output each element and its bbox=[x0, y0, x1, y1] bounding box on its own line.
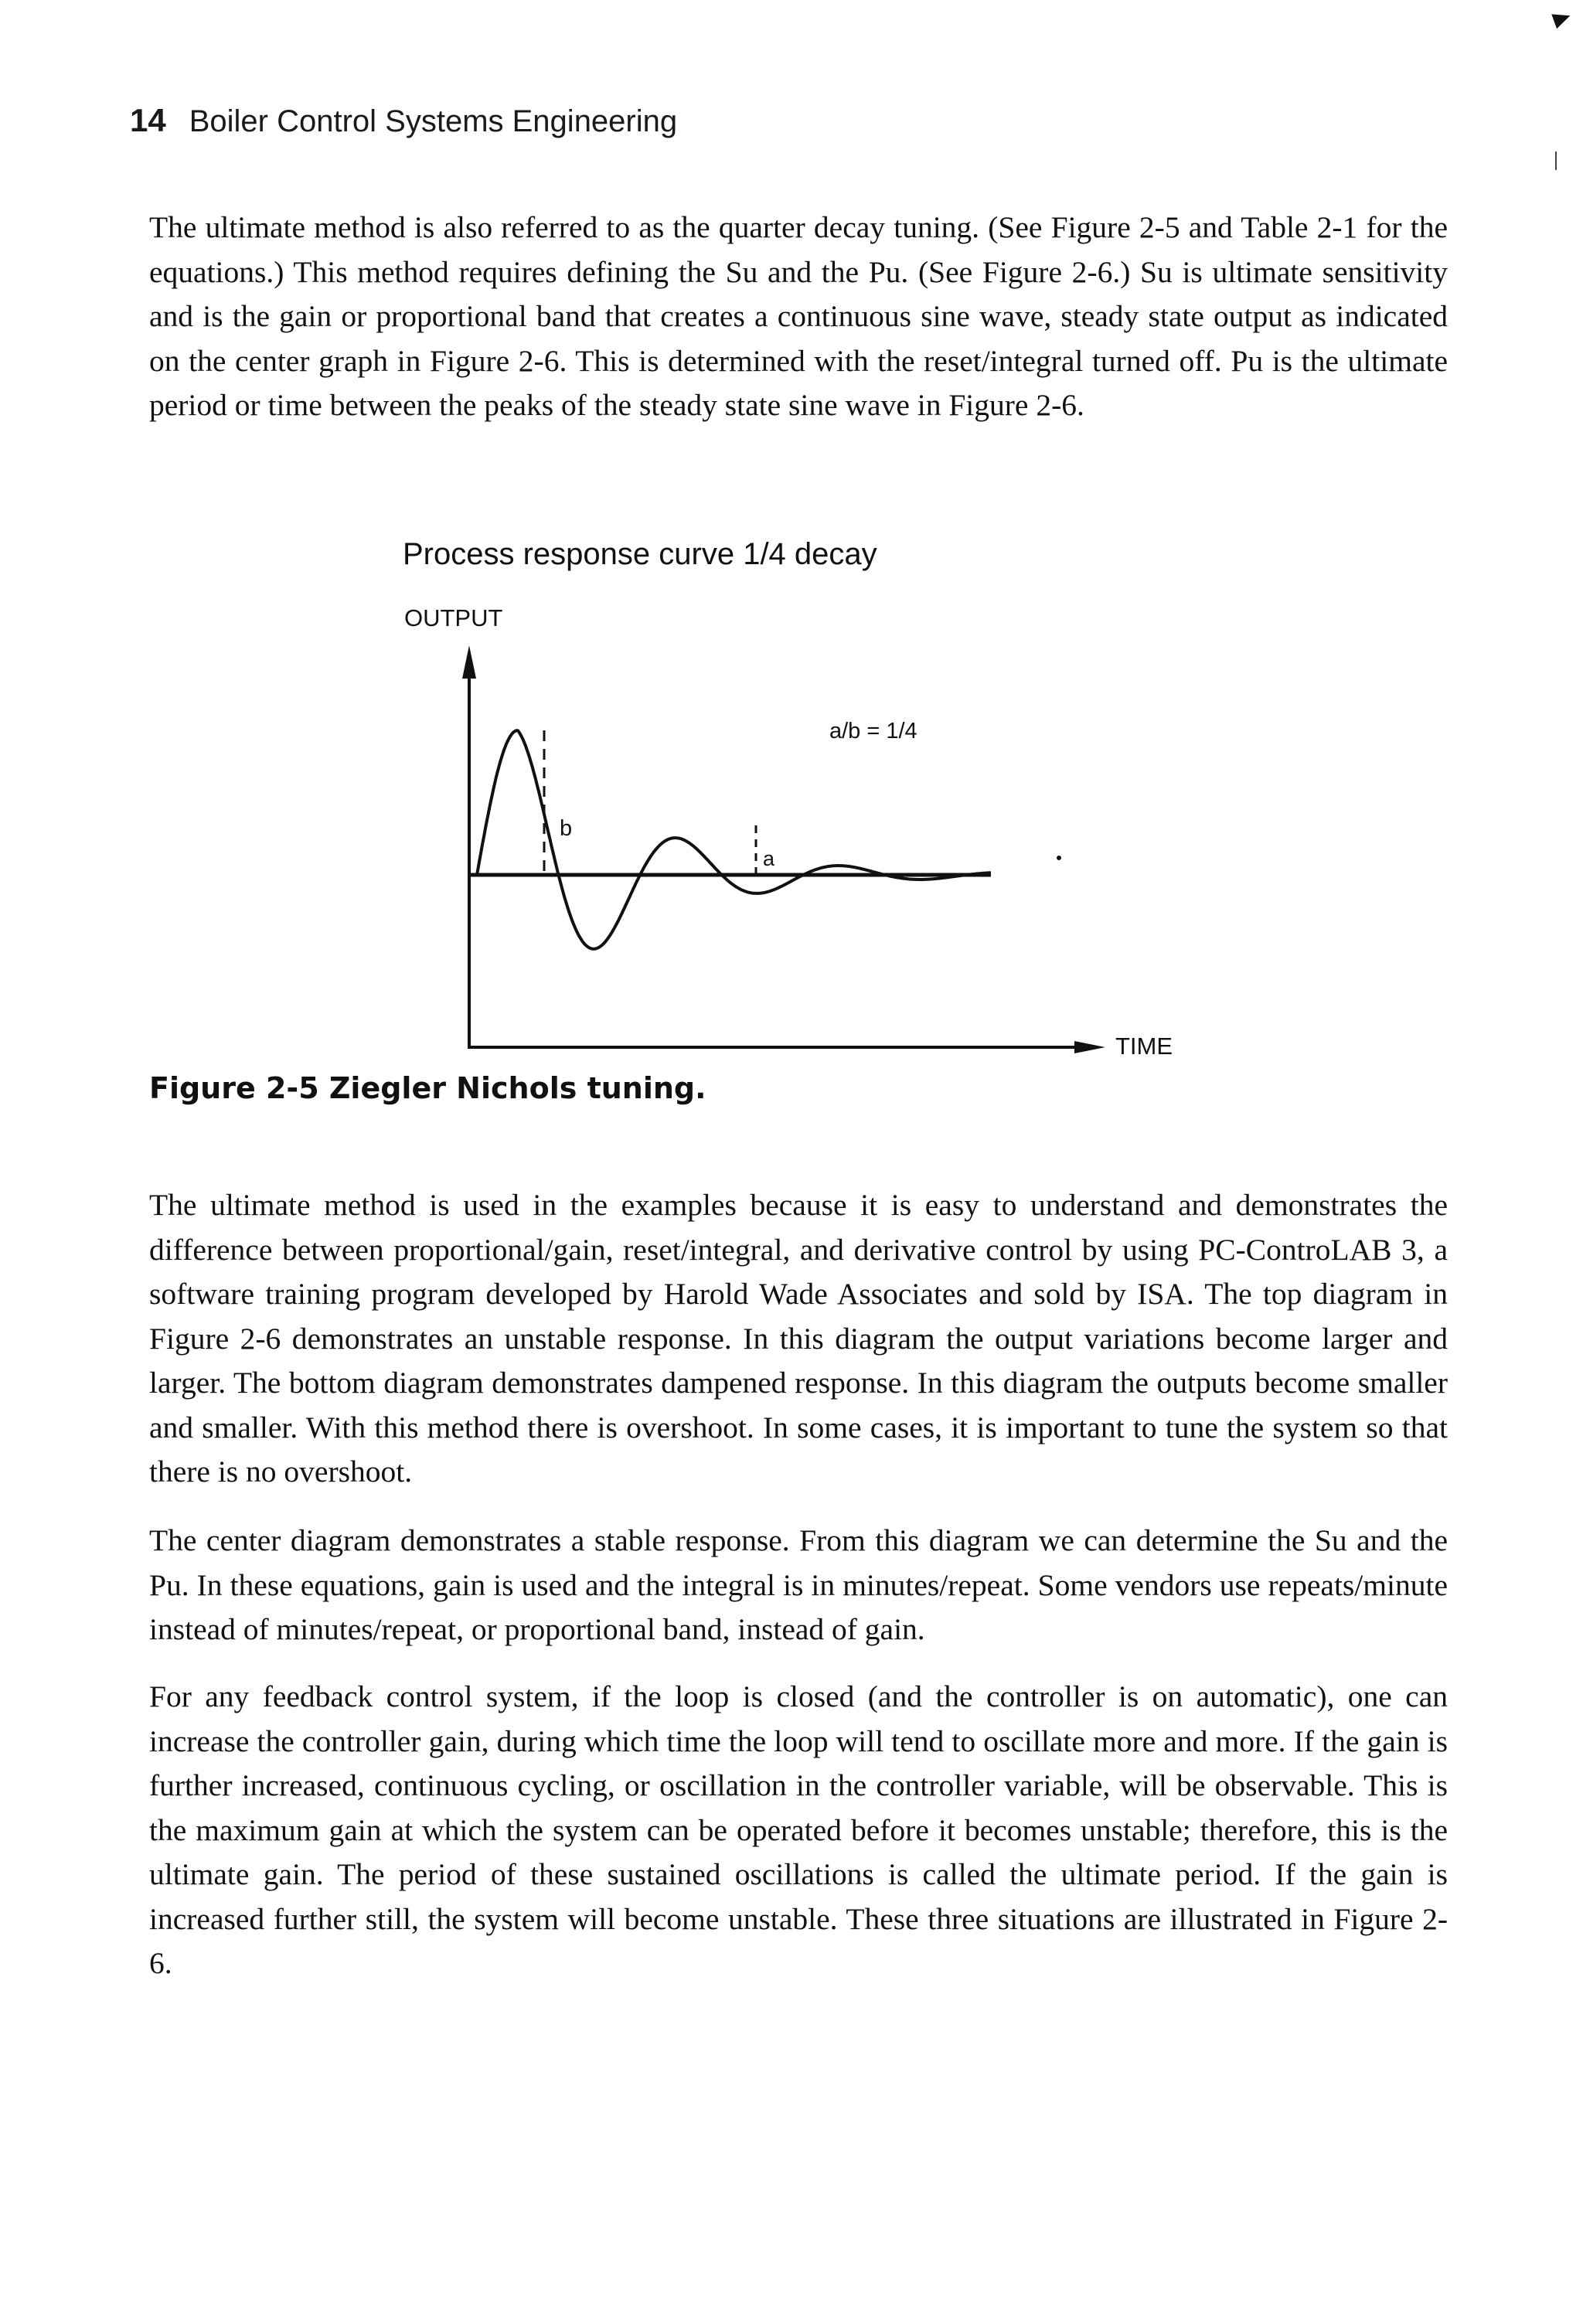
response-curve bbox=[477, 730, 991, 949]
x-axis-label: TIME bbox=[1115, 1033, 1173, 1060]
paragraph-2: The ultimate method is used in the examples because it is easy to understand and demonstrates the difference between proportional/gain, reset/integral, and derivative control by using PC-ControLAB 3, a software training program developed by Harold Wade Associates and sold by ISA. The top diagram in Figure 2-6 demonstrates an unstable response. In this diagram the output variations become larger and larger. The bottom diagram demonstrates dampened response. In this diagram the outputs become smaller and smaller. With this method there is overshoot. In some cases, it is important to tune the system so that there is no overshoot. bbox=[149, 1188, 1448, 1489]
stray-dot bbox=[1057, 856, 1061, 860]
paragraph-1: The ultimate method is also referred to as the quarter decay tuning. (See Figure 2-5 and Table 2-1 for the equations.) This method requires defining the Su and the Pu. (See Figure 2-6.) Su is ultimate sensitivity and is the gain or proportional band that creates a continuous sine wave, steady state output as indicated on the center graph in Figure 2-6. This is determined with the reset/integral turned off. Pu is the ultimate period or time between the peaks of the steady state sine wave in Figure 2-6. bbox=[149, 210, 1448, 422]
paragraph-4: For any feedback control system, if the loop is closed (and the controller is on automatic), one can increase the controller gain, during which time the loop will tend to oscillate more and more. If the gain is further increased, continuous cycling, or oscillation in the controller variable, will be observable. This is the maximum gain at which the system can be operated before it becomes unstable; therefore, this is the ultimate gain. The period of these sustained oscillations is called the ultimate period. If the gain is increased further still, the system will become unstable. These three situations are illustrated in Figure 2-6. bbox=[149, 1679, 1448, 1980]
label-b: b bbox=[560, 816, 573, 841]
page-number: 14 bbox=[130, 102, 166, 138]
figure-caption: Figure 2-5 Ziegler Nichols tuning. bbox=[149, 1071, 706, 1105]
x-axis-arrow bbox=[1074, 1041, 1105, 1053]
book-title: Boiler Control Systems Engineering bbox=[189, 104, 678, 138]
paragraph-3: The center diagram demonstrates a stable response. From this diagram we can determine the Su and the Pu. In these equations, gain is used and the integral is in minutes/repeat. Some vendors use repeats/minute instead of minutes/repeat, or proportional band, instead of gain. bbox=[149, 1523, 1448, 1646]
y-axis-arrow bbox=[462, 645, 476, 679]
figure-title: Process response curve 1/4 decay bbox=[403, 537, 877, 571]
y-axis-label: OUTPUT bbox=[404, 604, 503, 631]
label-a: a bbox=[763, 847, 775, 870]
figure-2-5 bbox=[0, 0, 1583, 1097]
decay-ratio-label: a/b = 1/4 bbox=[829, 719, 917, 743]
